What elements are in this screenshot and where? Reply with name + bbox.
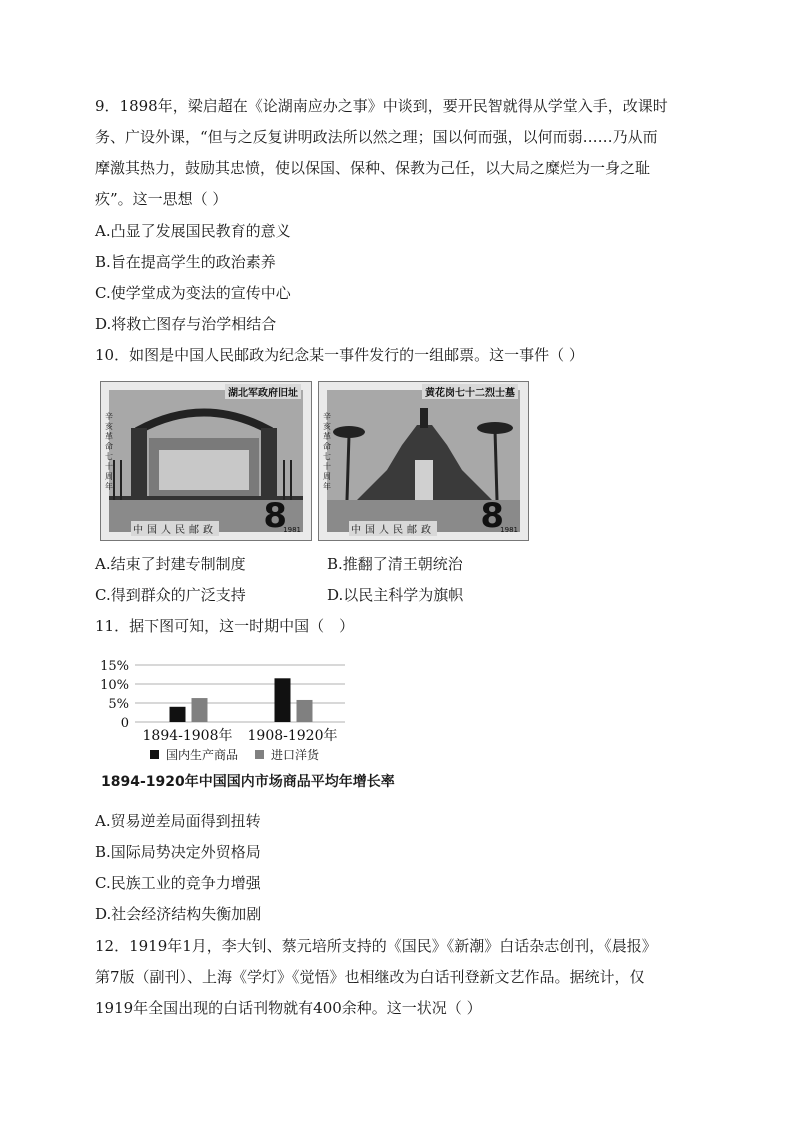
stamp-1-year: 1981 <box>283 526 301 534</box>
stamp-1-value: 8 <box>263 496 287 536</box>
q11-option-b[interactable]: B.国际局势决定外贸格局 <box>95 843 261 861</box>
bar <box>297 700 313 722</box>
bar <box>170 707 186 722</box>
q9-option-a[interactable]: A.凸显了发展国民教育的意义 <box>95 222 291 240</box>
question-11-stem: 11．据下图可知，这一时期中国（ ） <box>95 617 355 635</box>
q10-option-a[interactable]: A.结束了封建专制制度 <box>95 555 246 573</box>
q10-option-c[interactable]: C.得到群众的广泛支持 <box>95 586 246 604</box>
question-10-stem: 10．如图是中国人民邮政为纪念某一事件发行的一组邮票。这一事件（ ） <box>95 346 584 364</box>
q11-option-d[interactable]: D.社会经济结构失衡加剧 <box>95 905 262 923</box>
q12-line-2: 第7版（副刊）、上海《学灯》《觉悟》也相继改为白话刊登新文艺作品。据统计，仅 <box>95 968 645 986</box>
stamp-2-vertical-caption: 辛亥革命七十周年 <box>323 412 331 491</box>
y-tick-label: 0 <box>120 716 129 731</box>
q12-line-3: 1919年全国出现的白话刊物就有400余种。这一状况（ ） <box>95 999 482 1017</box>
stamp-huanghuagang-tomb <box>318 381 529 541</box>
stamp-hubei-military-government <box>100 381 312 541</box>
legend-label: 国内生产商品 <box>166 748 239 762</box>
x-tick-label: 1908-1920年 <box>247 728 338 744</box>
q9-line-3: 摩激其热力，鼓励其忠愤，使以保国、保种、保教为己任，以大局之糜烂为一身之耻 <box>95 159 651 177</box>
q9-option-b[interactable]: B.旨在提高学生的政治素养 <box>95 253 276 271</box>
q11-option-c[interactable]: C.民族工业的竞争力增强 <box>95 874 261 892</box>
x-tick-label: 1894-1908年 <box>142 728 233 744</box>
legend-swatch <box>150 750 159 759</box>
q12-line-1: 12．1919年1月，李大钊、蔡元培所支持的《国民》《新潮》白话杂志创刊，《晨报》 <box>95 937 657 955</box>
q9-option-d[interactable]: D.将救亡图存与治学相结合 <box>95 315 277 333</box>
y-tick-label: 5% <box>108 697 129 712</box>
question-12-stem <box>95 931 700 1024</box>
q9-line-4: 疚”。这一思想（ ） <box>95 190 228 208</box>
stamp-1-vertical-caption: 辛亥革命七十周年 <box>105 412 113 491</box>
q9-option-c[interactable]: C.使学堂成为变法的宣传中心 <box>95 284 291 302</box>
chart-title: 1894-1920年中国国内市场商品平均年增长率 <box>101 774 395 790</box>
q10-option-b[interactable]: B.推翻了清王朝统治 <box>327 555 463 573</box>
q10-option-d[interactable]: D.以民主科学为旗帜 <box>327 586 464 604</box>
q9-line-2: 务、广设外课，“但与之反复讲明政法所以然之理；国以何而强，以何而弱……乃从而 <box>95 128 658 146</box>
bar <box>275 678 291 722</box>
stamp-1-country: 中国人民邮政 <box>131 521 219 536</box>
growth-rate-bar-chart <box>95 650 355 768</box>
bar <box>192 698 208 722</box>
question-9-stem <box>95 91 700 215</box>
stamp-2-title: 黄花岗七十二烈士墓 <box>422 384 518 399</box>
stamp-2-value: 8 <box>480 496 504 536</box>
stamp-1-title: 湖北军政府旧址 <box>225 384 301 399</box>
y-tick-label: 15% <box>100 659 129 674</box>
q9-line-1: 9．1898年，梁启超在《论湖南应办之事》中谈到，要开民智就得从学堂入手，改课时 <box>95 97 668 115</box>
legend-swatch <box>255 750 264 759</box>
q11-option-a[interactable]: A.贸易逆差局面得到扭转 <box>95 812 261 830</box>
stamp-2-year: 1981 <box>500 526 518 534</box>
y-tick-label: 10% <box>100 678 129 693</box>
legend-label: 进口洋货 <box>271 748 320 762</box>
stamp-2-country: 中国人民邮政 <box>349 521 437 536</box>
